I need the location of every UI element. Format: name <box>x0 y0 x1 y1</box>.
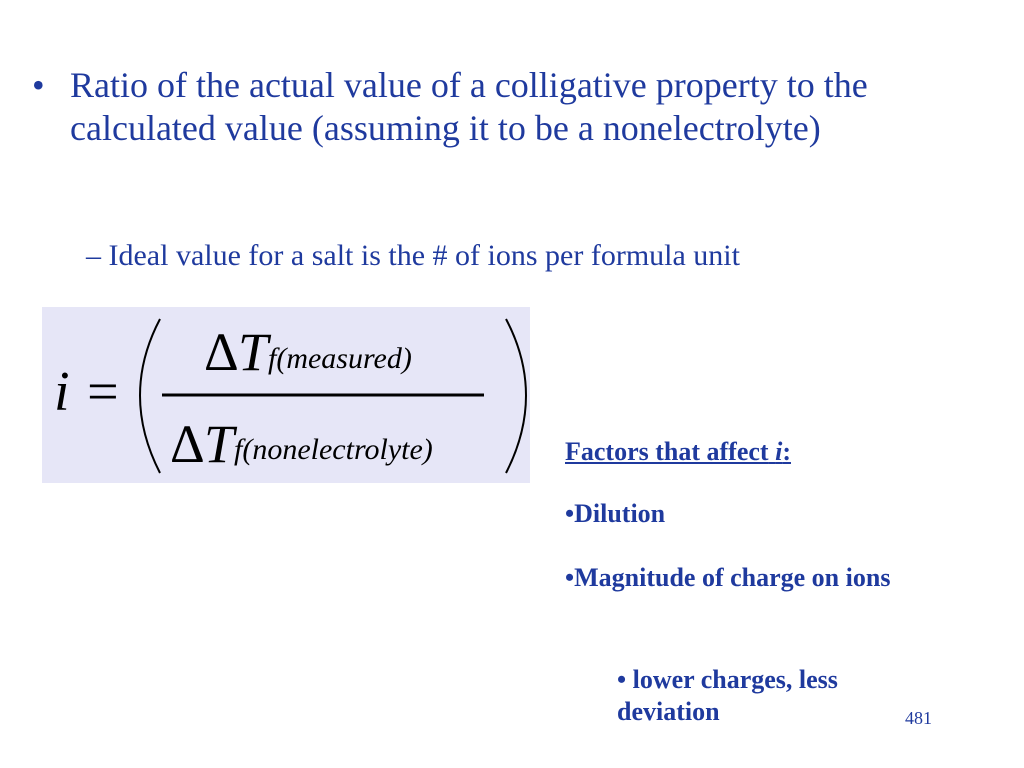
factor-item-charge: •Magnitude of charge on ions <box>565 563 891 592</box>
right-parenthesis <box>506 319 526 473</box>
vant-hoff-formula <box>42 307 530 483</box>
factors-heading-variable: i <box>775 437 783 466</box>
numerator-variable: T <box>238 322 269 382</box>
denominator-subscript: f(nonelectrolyte) <box>234 433 433 466</box>
numerator-subscript: f(measured) <box>268 342 412 375</box>
sub-bullet-text: – Ideal value for a salt is the # of ions per formula unit <box>86 239 740 272</box>
denominator-variable: T <box>204 414 235 474</box>
formula-graphic <box>42 307 530 483</box>
factor-item-dilution: •Dilution <box>565 499 666 528</box>
denominator-delta: Δ <box>170 414 205 474</box>
main-bullet <box>32 64 962 150</box>
page-number: 481 <box>905 708 932 728</box>
factors-heading <box>565 436 791 468</box>
factors-heading-colon: : <box>782 437 791 466</box>
factors-heading-text: Factors that affect <box>565 437 769 466</box>
bullet-marker: • <box>32 65 45 105</box>
left-parenthesis <box>140 319 160 473</box>
formula-lhs: i = <box>54 361 122 423</box>
numerator-delta: Δ <box>204 322 239 382</box>
main-bullet-text: Ratio of the actual value of a colligative property to the calculated value (assuming it to be a nonelectrolyte) <box>70 65 868 148</box>
factor-sub-item: • lower charges, less deviation <box>617 665 838 726</box>
